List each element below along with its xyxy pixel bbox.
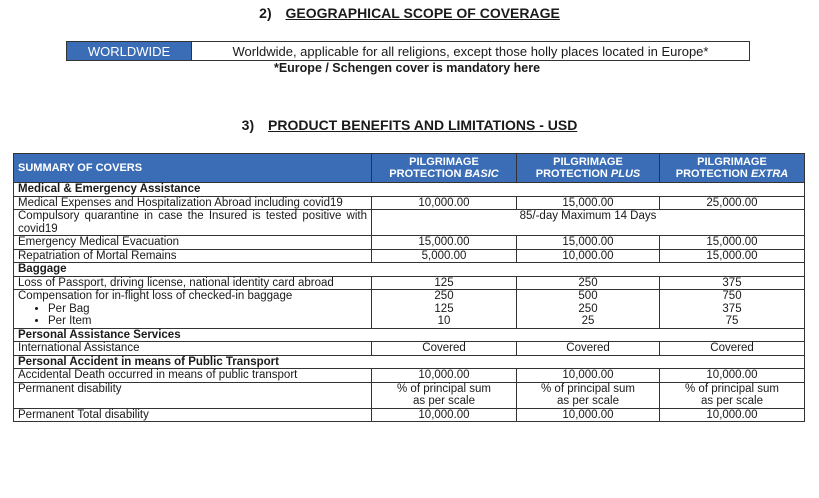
cell-value: 125 — [434, 302, 454, 315]
header-plan-name: PLUS — [610, 168, 641, 180]
header-plan-extra — [660, 154, 805, 183]
cell-basic: 10,000.00 — [372, 369, 517, 383]
cell-basic — [372, 290, 517, 329]
cell-value: % of principal sum — [397, 382, 491, 395]
cell-all-plans: 85/-day Maximum 14 Days — [372, 210, 805, 236]
benefits-table — [13, 153, 805, 422]
cell-plus: 15,000.00 — [517, 196, 660, 210]
cell-value: 500 — [578, 290, 598, 302]
cell-value: 250 — [434, 290, 454, 302]
cell-plus: Covered — [517, 342, 660, 356]
sub-item-list — [18, 303, 367, 328]
row-label: Loss of Passport, driving license, national identity card abroad — [14, 276, 372, 290]
cell-value: as per scale — [412, 395, 475, 407]
section-row-personal-accident — [14, 355, 805, 369]
table-header-row — [14, 154, 805, 183]
cell-basic: Covered — [372, 342, 517, 356]
cell-plus: 250 — [517, 276, 660, 290]
sub-item: • Per Item — [48, 315, 367, 328]
cell-value: as per scale — [556, 395, 619, 407]
table-row — [14, 342, 805, 356]
section-number: 2) — [259, 5, 272, 21]
cell-value: 75 — [725, 315, 739, 327]
cell-basic: 10,000.00 — [372, 408, 517, 422]
cell-value: 750 — [722, 290, 742, 302]
scope-note: *Europe / Schengen cover is mandatory here — [273, 61, 541, 75]
section-title: PRODUCT BENEFITS AND LIMITATIONS - USD — [268, 117, 578, 133]
row-label: Accidental Death occurred in means of public transport — [14, 369, 372, 383]
cell-value: 25 — [581, 315, 595, 327]
cell-plus: 10,000.00 — [517, 408, 660, 422]
header-line — [664, 168, 800, 181]
cell-basic: 10,000.00 — [372, 196, 517, 210]
header-line — [521, 168, 655, 181]
cell-basic: 15,000.00 — [372, 236, 517, 250]
row-label: Permanent disability — [14, 382, 372, 408]
table-row — [14, 276, 805, 290]
cell-extra: 15,000.00 — [660, 249, 805, 263]
cell-value: 10 — [437, 315, 451, 327]
table-row — [14, 290, 805, 329]
row-label: Permanent Total disability — [14, 408, 372, 422]
row-label: Repatriation of Mortal Remains — [14, 249, 372, 263]
cell-plus: 15,000.00 — [517, 236, 660, 250]
header-text: PROTECTION — [675, 168, 751, 180]
header-line: PILGRIMAGE — [553, 155, 623, 168]
scope-value: Worldwide, applicable for all religions, except those holly places located in Europe* — [232, 43, 709, 59]
cell-extra: 375 — [660, 276, 805, 290]
cell-extra: Covered — [660, 342, 805, 356]
scope-label: WORLDWIDE — [67, 42, 192, 60]
section-label: Medical & Emergency Assistance — [14, 183, 805, 197]
table-row — [14, 210, 805, 236]
scope-box — [66, 41, 750, 61]
row-label — [14, 290, 372, 329]
header-text: PROTECTION — [389, 168, 465, 180]
row-label: International Assistance — [14, 342, 372, 356]
row-label: Medical Expenses and Hospitalization Abroad including covid19 — [14, 196, 372, 210]
table-row — [14, 196, 805, 210]
section-2-heading — [0, 5, 819, 21]
cell-extra — [660, 382, 805, 408]
table-row — [14, 382, 805, 408]
cell-plus — [517, 290, 660, 329]
header-text: PROTECTION — [535, 168, 611, 180]
cell-basic: 125 — [372, 276, 517, 290]
header-line — [376, 168, 512, 181]
table-row — [14, 408, 805, 422]
section-label: Baggage — [14, 263, 805, 277]
cell-value: % of principal sum — [541, 382, 635, 395]
section-row-baggage — [14, 263, 805, 277]
section-label: Personal Assistance Services — [14, 328, 805, 342]
cell-basic — [372, 382, 517, 408]
header-plan-plus — [517, 154, 660, 183]
cell-value: 375 — [722, 302, 742, 315]
cell-extra: 15,000.00 — [660, 236, 805, 250]
cell-value: as per scale — [700, 395, 763, 407]
cell-extra — [660, 290, 805, 329]
cell-extra: 10,000.00 — [660, 408, 805, 422]
row-label: Emergency Medical Evacuation — [14, 236, 372, 250]
cell-plus: 10,000.00 — [517, 249, 660, 263]
header-plan-name: BASIC — [464, 168, 499, 180]
section-row-personal-assistance — [14, 328, 805, 342]
cell-basic: 5,000.00 — [372, 249, 517, 263]
table-row — [14, 249, 805, 263]
sub-item: • Per Bag — [48, 303, 367, 316]
cell-extra: 25,000.00 — [660, 196, 805, 210]
header-plan-name: EXTRA — [750, 168, 789, 180]
header-line: PILGRIMAGE — [697, 155, 767, 168]
section-label: Personal Accident in means of Public Transport — [14, 355, 805, 369]
cell-value: 250 — [578, 302, 598, 315]
row-label-text: Compensation for in-flight loss of checked-in baggage — [18, 290, 293, 302]
cell-extra: 10,000.00 — [660, 369, 805, 383]
table-row — [14, 236, 805, 250]
cell-plus — [517, 382, 660, 408]
row-label: Compulsory quarantine in case the Insured is tested positive with covid19 — [14, 210, 372, 236]
header-line: PILGRIMAGE — [409, 155, 479, 168]
cell-plus: 10,000.00 — [517, 369, 660, 383]
section-3-heading — [0, 117, 819, 133]
section-number: 3) — [241, 117, 255, 133]
section-row-medical — [14, 183, 805, 197]
table-row — [14, 369, 805, 383]
header-plan-basic — [372, 154, 517, 183]
cell-value: % of principal sum — [685, 382, 779, 395]
section-title: GEOGRAPHICAL SCOPE OF COVERAGE — [285, 5, 560, 21]
header-summary: SUMMARY OF COVERS — [14, 154, 372, 183]
